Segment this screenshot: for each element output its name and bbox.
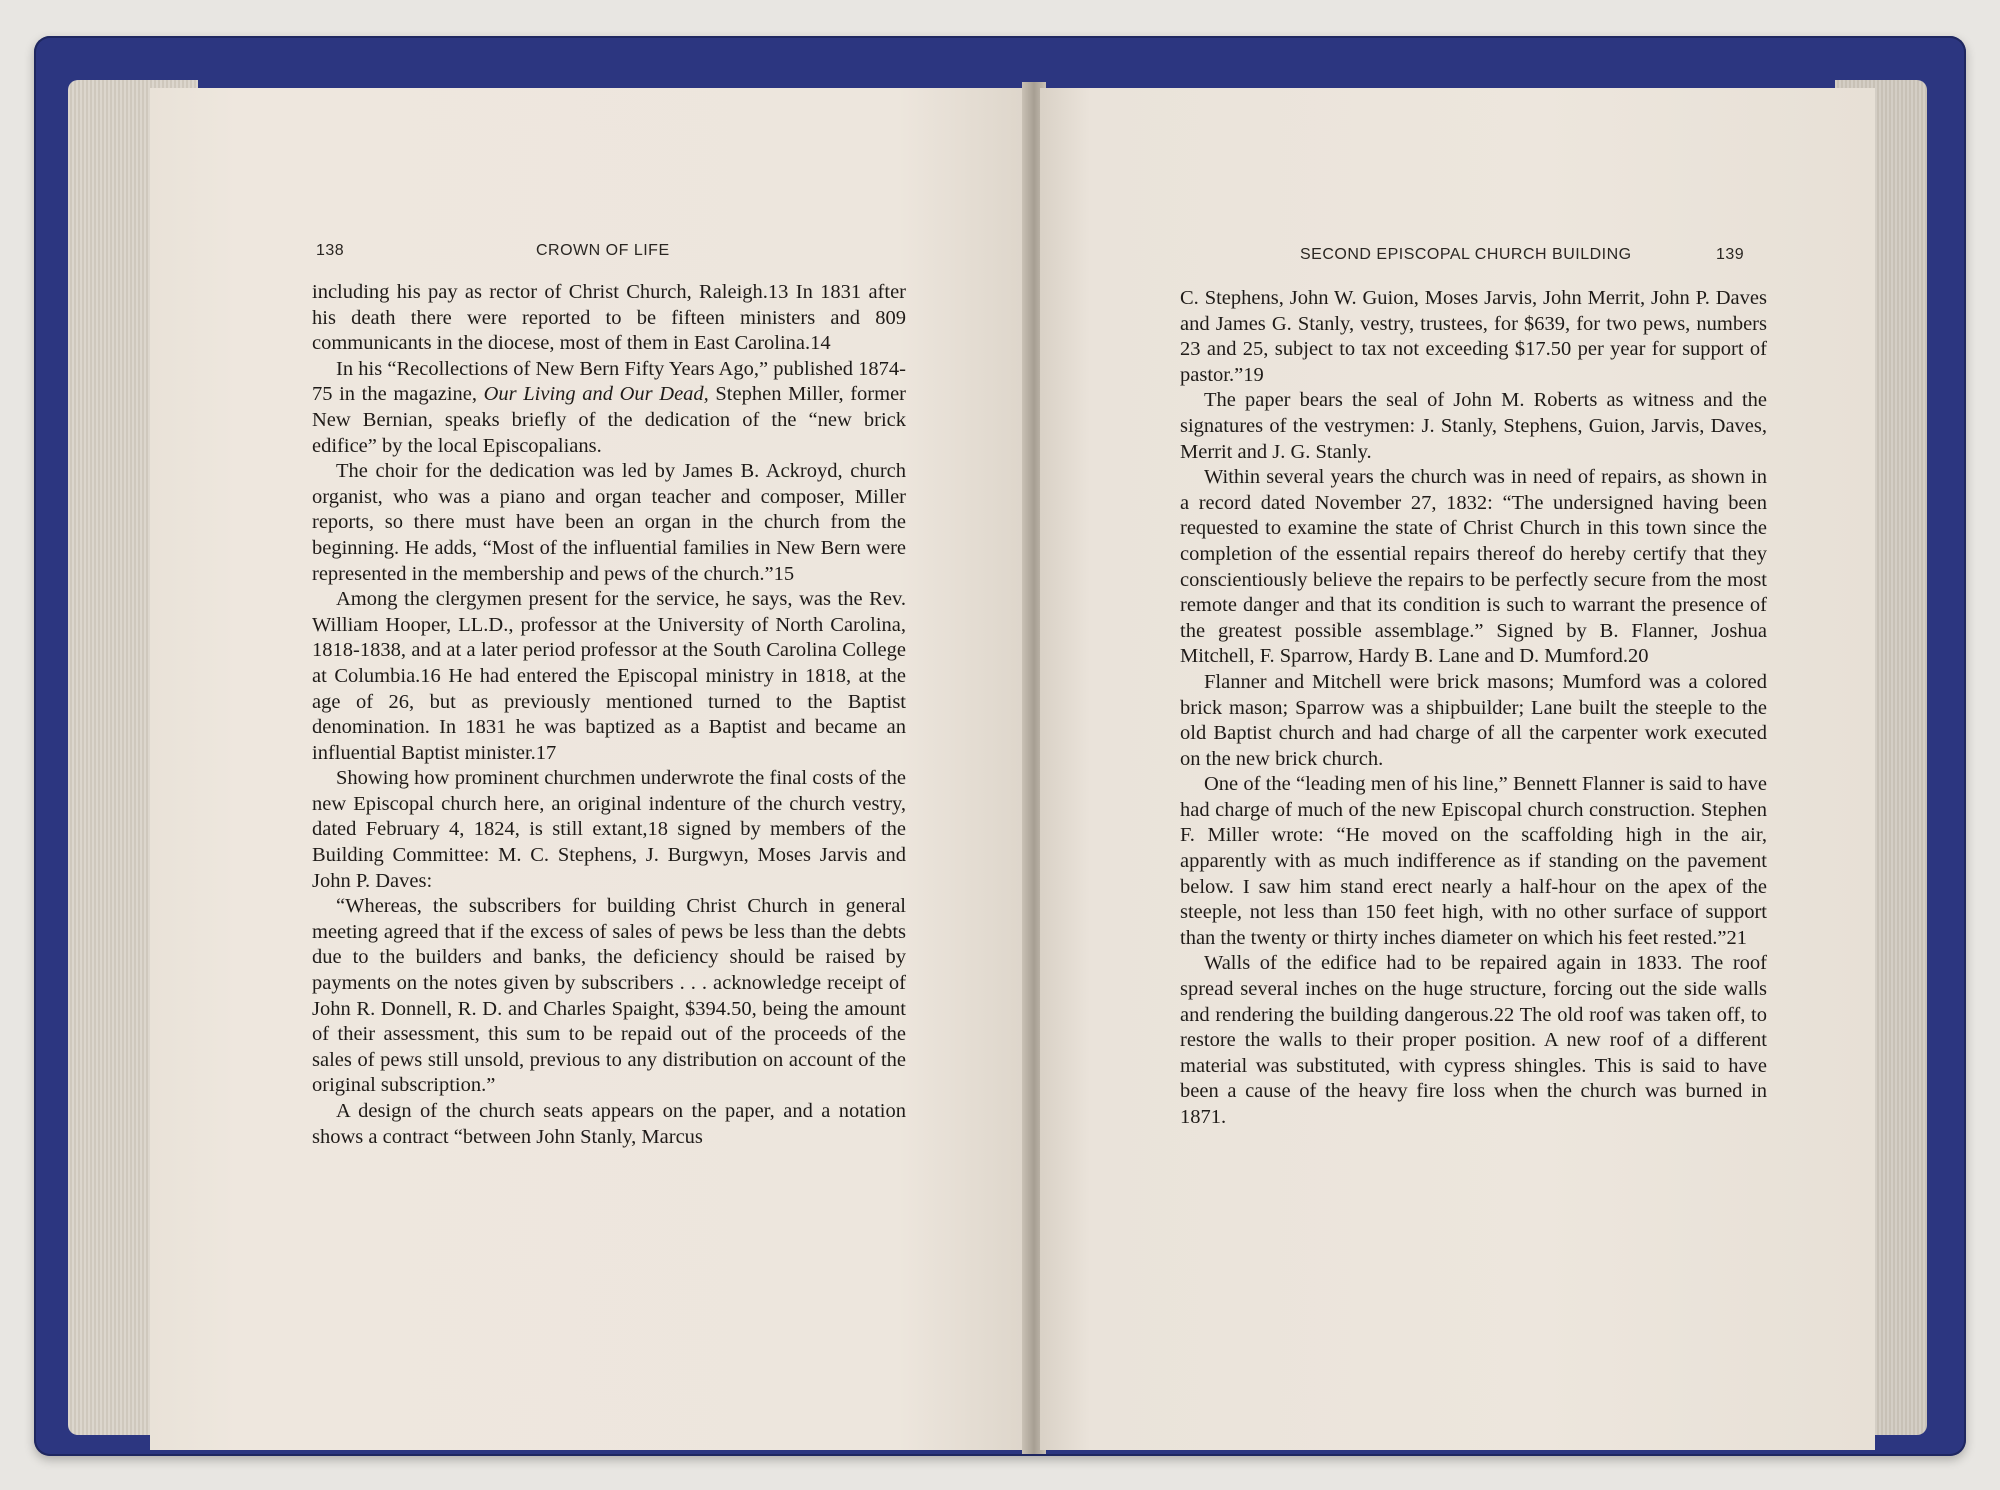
paragraph: One of the “leading men of his line,” Bennett Flanner is said to have had charge of much of the new Episcopal church construction. Stephen F. Miller wrote: “He moved on the scaffolding high in the air, apparently with as much indifference as if standing on the pavement below. I saw him stand erect nearly a half-hour on the apex of the steeple, not less than 150 feet high, with no other surface of support than the twenty or thirty inches diameter on which his feet rested.”21 bbox=[1180, 773, 1767, 949]
left-page-text bbox=[312, 280, 906, 1150]
right-page-number: 139 bbox=[1716, 246, 1745, 263]
paragraph: A design of the church seats appears on the paper, and a notation shows a contract “between John Stanly, Marcus bbox=[312, 1100, 906, 1148]
paragraph: The choir for the dedication was led by James B. Ackroyd, church organist, who was a piano and organ teacher and composer, Miller reports, so there must have been an organ in the church from the beginning. He adds, “Most of the influential families in New Bern were represented in the membership and pews of the church.”15 bbox=[312, 460, 906, 585]
right-running-head: SECOND EPISCOPAL CHURCH BUILDING bbox=[1300, 246, 1632, 263]
paragraph: including his pay as rector of Christ Church, Raleigh.13 In 1831 after his death there were reported to be fifteen ministers and 809 communicants in the diocese, most of them in East Carolina.14 bbox=[312, 281, 906, 355]
right-page-text bbox=[1180, 286, 1767, 1131]
paragraph: The paper bears the seal of John M. Roberts as witness and the signatures of the vestrymen: J. Stanly, Stephens, Guion, Jarvis, Daves, Merrit and J. G. Stanly. bbox=[1180, 389, 1767, 463]
paragraph: Among the clergymen present for the service, he says, was the Rev. William Hooper, LL.D., professor at the University of North Carolina, 1818-1838, and at a later period professor at the South Carolina College at Columbia.16 He had entered the Episcopal ministry in 1818, at the age of 26, but as previously mentioned turned to the Baptist denomination. In 1831 he was baptized as a Baptist and became an influential Baptist minister.17 bbox=[312, 588, 906, 764]
magazine-title: Our Living and Our Dead, bbox=[483, 383, 709, 406]
right-page bbox=[1040, 88, 1875, 1450]
paragraph: In his “Recollections of New Bern Fifty Years Ago,” published 1874-75 in the magazine, Our Living and Our Dead, Stephen Miller, former New Bernian, speaks briefly of the dedication of the “new brick edifice” by the local Episcopalians. bbox=[312, 357, 906, 457]
left-page-number: 138 bbox=[316, 242, 345, 259]
paragraph: Within several years the church was in need of repairs, as shown in a record dated November 27, 1832: “The undersigned having been requested to examine the state of Christ Church in this town since the completion of the essential repairs thereof do hereby certify that they conscientiously believe the repairs to be perfectly secure from the most remote danger and that its condition is such to warrant the presence of the greatest possible assemblage.” Signed by B. Flanner, Joshua Mitchell, F. Sparrow, Hardy B. Lane and D. Mumford.20 bbox=[1180, 466, 1767, 668]
paragraph: Flanner and Mitchell were brick masons; Mumford was a colored brick mason; Sparrow was a shipbuilder; Lane built the steeple to the old Baptist church and had charge of all the carpenter work executed on the new brick church. bbox=[1180, 670, 1767, 770]
paragraph: C. Stephens, John W. Guion, Moses Jarvis, John Merrit, John P. Daves and James G. Stanly, vestry, trustees, for $639, for two pews, numbers 23 and 25, subject to tax not exceeding $17.50 per year for support of pastor.”19 bbox=[1180, 287, 1767, 386]
paragraph: “Whereas, the subscribers for building Christ Church in general meeting agreed that if the excess of sales of pews be less than the debts due to the builders and banks, the deficiency should be raised by payments on the notes given by subscribers . . . acknowledge receipt of John R. Donnell, R. D. and Charles Spaight, $394.50, being the amount of their assessment, this sum to be repaid out of the proceeds of the sales of pews still unsold, previous to any distribution on account of the original subscription.” bbox=[312, 895, 906, 1097]
paragraph: Walls of the edifice had to be repaired again in 1833. The roof spread several inches on the huge structure, forcing out the side walls and rendering the building dangerous.22 The old roof was taken off, to restore the walls to their proper position. A new roof of a different material was substituted, with cypress shingles. This is said to have been a cause of the heavy fire loss when the church was burned in 1871. bbox=[1180, 952, 1767, 1128]
paragraph: Showing how prominent churchmen underwrote the final costs of the new Episcopal church here, an original indenture of the church vestry, dated February 4, 1824, is still extant,18 signed by members of the Building Committee: M. C. Stephens, J. Burgwyn, Moses Jarvis and John P. Daves: bbox=[312, 767, 906, 892]
left-page bbox=[150, 88, 1030, 1450]
left-running-head: CROWN OF LIFE bbox=[536, 242, 670, 259]
